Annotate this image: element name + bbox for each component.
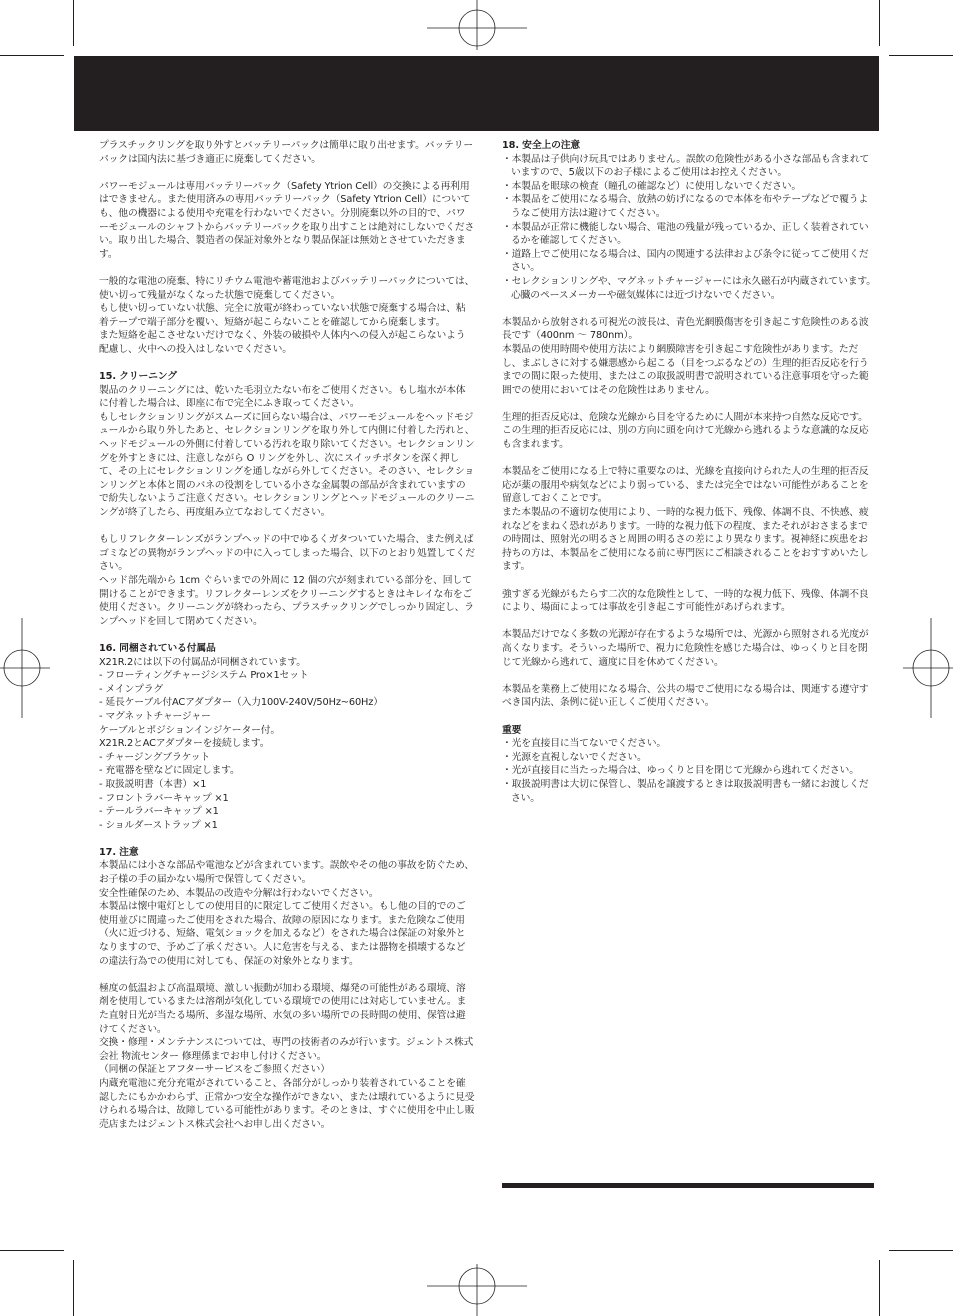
list-item: - チャージングブラケット — [99, 751, 211, 763]
list-item: ・セレクションリングや、マグネットチャージャーには永久磁石が内蔵されています。心臓のペースメーカーや磁気媒体には近づけないでください。 — [502, 275, 876, 301]
section-17-title: 17. 注意 — [99, 846, 139, 858]
list-item: ・光源を直視しないでください。 — [502, 751, 647, 763]
list-item: - ショルダーストラップ ×1 — [99, 819, 218, 831]
list-item: ・本製品が正常に機能しない場合、電池の残量が残っているか、正しく装着されているかを確認してください。 — [502, 221, 869, 247]
crop-mark-top-right-vertical — [879, 0, 880, 46]
list-item: - 充電器を壁などに固定します。 — [99, 765, 240, 777]
safety-list — [502, 153, 876, 303]
registration-mark-top — [427, 0, 527, 50]
crop-mark-top-right-horizontal — [889, 55, 953, 56]
environment-paragraph: 極度の低温および高温環境、激しい振動が加わる環境、爆発の可能性がある環境、溶剤を使用しているまたは溶剤が気化している環境での使用には対応していません。また直射日光が当たる場所、多湿な場所、水気の多い場所での長時間の使用、保管は避けてください。 交換・修理・メンテナンスについては、専門の技術者のみが行います。ジェントス株式会社 物流センター 修理係までお申し付けください。 （同梱の保証とアフターサービスをご参照ください） 内蔵充電池に充分充電がされていること、各部分がしっかり装着されていることを確認したにもかかわらず、正常かつ安全な操作ができない、または壊れているように見受けられる場合は、故障している可能性があります。そのときは、すぐに使用を中止し販売店またはジェントス株式会社へお申し出ください。 — [99, 982, 475, 1130]
registration-mark-left — [0, 618, 50, 718]
list-item: - フロントラバーキャップ ×1 — [99, 792, 229, 804]
section-18-title: 18. 安全上の注意 — [502, 140, 581, 151]
crop-mark-top-left-vertical — [73, 0, 74, 46]
list-item: - マグネットチャージャー ケーブルとポジションインジケーター付。 X21R.2とACアダプターを接続します。 — [99, 710, 281, 750]
business-use-paragraph: 本製品を業務上ご使用になる場合、公共の場でご使用になる場合は、関連する遵守すべき国内法、条例に従い正しくご使用ください。 — [502, 683, 869, 709]
crop-mark-bottom-right-horizontal — [889, 1250, 953, 1251]
aversion-response-paragraph: 生理的拒否反応は、危険な光線から目を守るために人間が本来持つ自然な反応です。この生理的拒否反応には、別の方向に頭を向けて光線から逃れるような意識的な反応も含まれます。 — [502, 411, 869, 451]
crop-mark-bottom-right-vertical — [879, 1260, 880, 1316]
list-item: - テールラバーキャップ ×1 — [99, 806, 219, 818]
battery-removal-paragraph: プラスチックリングを取り外すとバッテリーパックは簡単に取り出せます。バッテリーパックは国内法に基づき適正に廃棄してください。 — [99, 140, 473, 165]
list-item: - フローティングチャージシステム Pro×1セット — [99, 670, 309, 682]
important-usage-paragraph: 本製品をご使用になる上で特に重要なのは、光線を直接向けられた人の生理的拒否反応が薬の服用や病気などにより弱っている、または完全ではない可能性があることを留意しておくことです。 また本製品の不適切な使用により、一時的な視力低下、残像、体調不良、不快感、疲れなどをまねく恐れがあります。一時的な視力低下の程度、またそれがおさまるまでの時間は、照射光の明るさと周囲の明るさの差により異なります。視神経に疾患をお持ちの方は、本製品をご使用になる前に専門医にご相談されることをおすすめいたします。 — [502, 466, 869, 573]
reflector-paragraph: もしリフレクターレンズがランプヘッドの中でゆるくガタついていた場合、また例えばゴミなどの異物がランプヘッドの中に入ってしまった場合、以下のとおり処置してください。 ヘッド部先端から 1cm ぐらいまでの外周に 12 個の穴が刻まれている部分を、回して開けることができます。リフレクターレンズをクリーニングするときはキレイな布をご使用ください。クリーニングが終わったら、プラスチックリングでしっかり固定し、ランプヘッドを回して閉めてください。 — [99, 534, 475, 627]
list-item: ・取扱説明書は大切に保管し、製品を譲渡するときは取扱説明書も一緒にお渡しください。 — [502, 778, 869, 804]
list-item: ・本製品を眼球の検査（瞳孔の確認など）に使用しないでください。 — [502, 180, 802, 192]
accessories-list — [99, 669, 475, 832]
secondary-hazard-paragraph: 強すぎる光線がもたらす二次的な危険性として、一時的な視力低下、残像、体調不良により、場面によっては事故を引き起こす可能性があげられます。 — [502, 588, 869, 614]
section-15-title: 15. クリーニング — [99, 371, 177, 383]
header-bar — [74, 56, 879, 131]
important-title: 重要 — [502, 724, 522, 736]
multiple-sources-paragraph: 本製品だけでなく多数の光源が存在するような場所では、光源から照射される光度が高くなります。そういった場所で、視力に危険性を感じた場合は、ゆっくりと目を閉じて光線から逃れて、適度に目を休めてください。 — [502, 629, 869, 668]
list-item: ・道路上でご使用になる場合は、国内の関連する法律および条令に従ってご使用ください。 — [502, 248, 869, 274]
important-list — [502, 737, 876, 805]
registration-mark-bottom — [427, 1264, 527, 1316]
list-item: ・光が直接目に当たった場合は、ゆっくりと目を閉じて光線から逃れてください。 — [502, 765, 859, 777]
list-item: - 取扱説明書（本書）×1 — [99, 778, 207, 790]
right-column — [502, 139, 876, 819]
footer-rule — [502, 1183, 874, 1188]
list-item: - 延長ケーブル付ACアダプター（入力100V-240V/50Hz~60Hz） — [99, 697, 383, 709]
battery-disposal-paragraph: 一般的な電池の廃棄、特にリチウム電池や蓄電池およびバッテリーパックについては、使い切って残量がなくなった状態で廃棄してください。 もし使い切っていない状態、完全に放電が終わっていない状態で廃棄する場合は、粘着テープで端子部分を覆い、短絡が起こらないことを確認してから廃棄します。 また短絡を起こさせないだけでなく、外装の破損や人体内への侵入が起こらないよう配慮し、火中への投入はしないでください。 — [99, 275, 475, 355]
left-column — [99, 139, 475, 1145]
registration-mark-right — [903, 618, 953, 718]
list-item: ・本製品をご使用になる場合、放熱の妨げになるので本体を布やテープなどで覆うようなご使用方法は避けてください。 — [502, 194, 869, 219]
cleaning-paragraph: 製品のクリーニングには、乾いた毛羽立たない布をご使用ください。もし塩水が本体に付着した場合は、即座に布で完全にふき取ってください。 もしセレクションリングがスムーズに回らない場合は、パワーモジュールをヘッドモジュールから取り外したあと、セレクションリングを取り外して内側に付着した汚れと、ヘッドモジュールの外側に付着している汚れを取り除いてください。セレクションリングを外すときには、注意しながら O リングを外し、次にスイッチボタンを深く押して、その上にセレクションリングを通しながら外してください。そのさい、セレクションリングと本体と間のバネの役割をしている小さな金属製の部品が含まれていますので紛失しないようご注意ください。セレクションリングとヘッドモジュールのクリーニングが終了したら、再度組み立てなおしてください。 — [99, 384, 475, 519]
caution-paragraph: 本製品には小さな部品や電池などが含まれています。誤飲やその他の事故を防ぐため、お子様の手の届かない場所で保管してください。 安全性確保のため、本製品の改造や分解は行わないでください。 本製品は懐中電灯としての使用目的に限定してご使用ください。もし他の目的でのご使用並びに間違ったご使用をされた場合、故障の原因になります。また危険なご使用（火に近づける、短絡、電気ショックを加えるなど）をされた場合は保証の対象外となりますので、予めご了承ください。人に危害を与える、または器物を損壊するなどの違法行為での使用に対しても、保証の対象外となります。 — [99, 860, 475, 967]
list-item: - メインプラグ — [99, 683, 164, 695]
list-item: ・本製品は子供向け玩具ではありません。誤飲の危険性がある小さな部品も含まれていますので、5歳以下のお子様によるご使用はお控えください。 — [502, 153, 870, 179]
accessories-intro: X21R.2には以下の付属品が同梱されています。 — [99, 656, 306, 668]
crop-mark-bottom-left-horizontal — [0, 1250, 64, 1251]
crop-mark-bottom-left-vertical — [73, 1260, 74, 1316]
battery-reuse-paragraph: パワーモジュールは専用バッテリーパック（Safety Ytrion Cell）の交換による再利用はできません。また使用済みの専用バッテリーパック（Safety Ytrion Cell）についても、他の機器による使用や充電を行わないでください。分別廃棄以外の目的で、パワーモジュールのシャフトからバッテリーパックを取り出すことは絶対にしないでください。取り出した場合、製造者の保証対象外となり製品保証は無効とさせていただきます。 — [99, 180, 475, 260]
crop-mark-top-left-horizontal — [0, 55, 64, 56]
wavelength-paragraph: 本製品から放射される可視光の波長は、青色光網膜傷害を引き起こす危険性のある波長です（400nm ～ 780nm）。 本製品の使用時間や使用方法により網膜障害を引き起こす危険性があります。ただし、まぶしさに対する嫌悪感から起こる（目をつぶるなどの）生理的拒否反応を行うまでの間に限った使用、またはこの取扱説明書で説明されている注意事項を守った範囲での使用においてはその危険性はありません。 — [502, 316, 869, 396]
list-item: ・光を直接目に当てないでください。 — [502, 738, 666, 750]
section-16-title: 16. 同梱されている付属品 — [99, 642, 216, 654]
